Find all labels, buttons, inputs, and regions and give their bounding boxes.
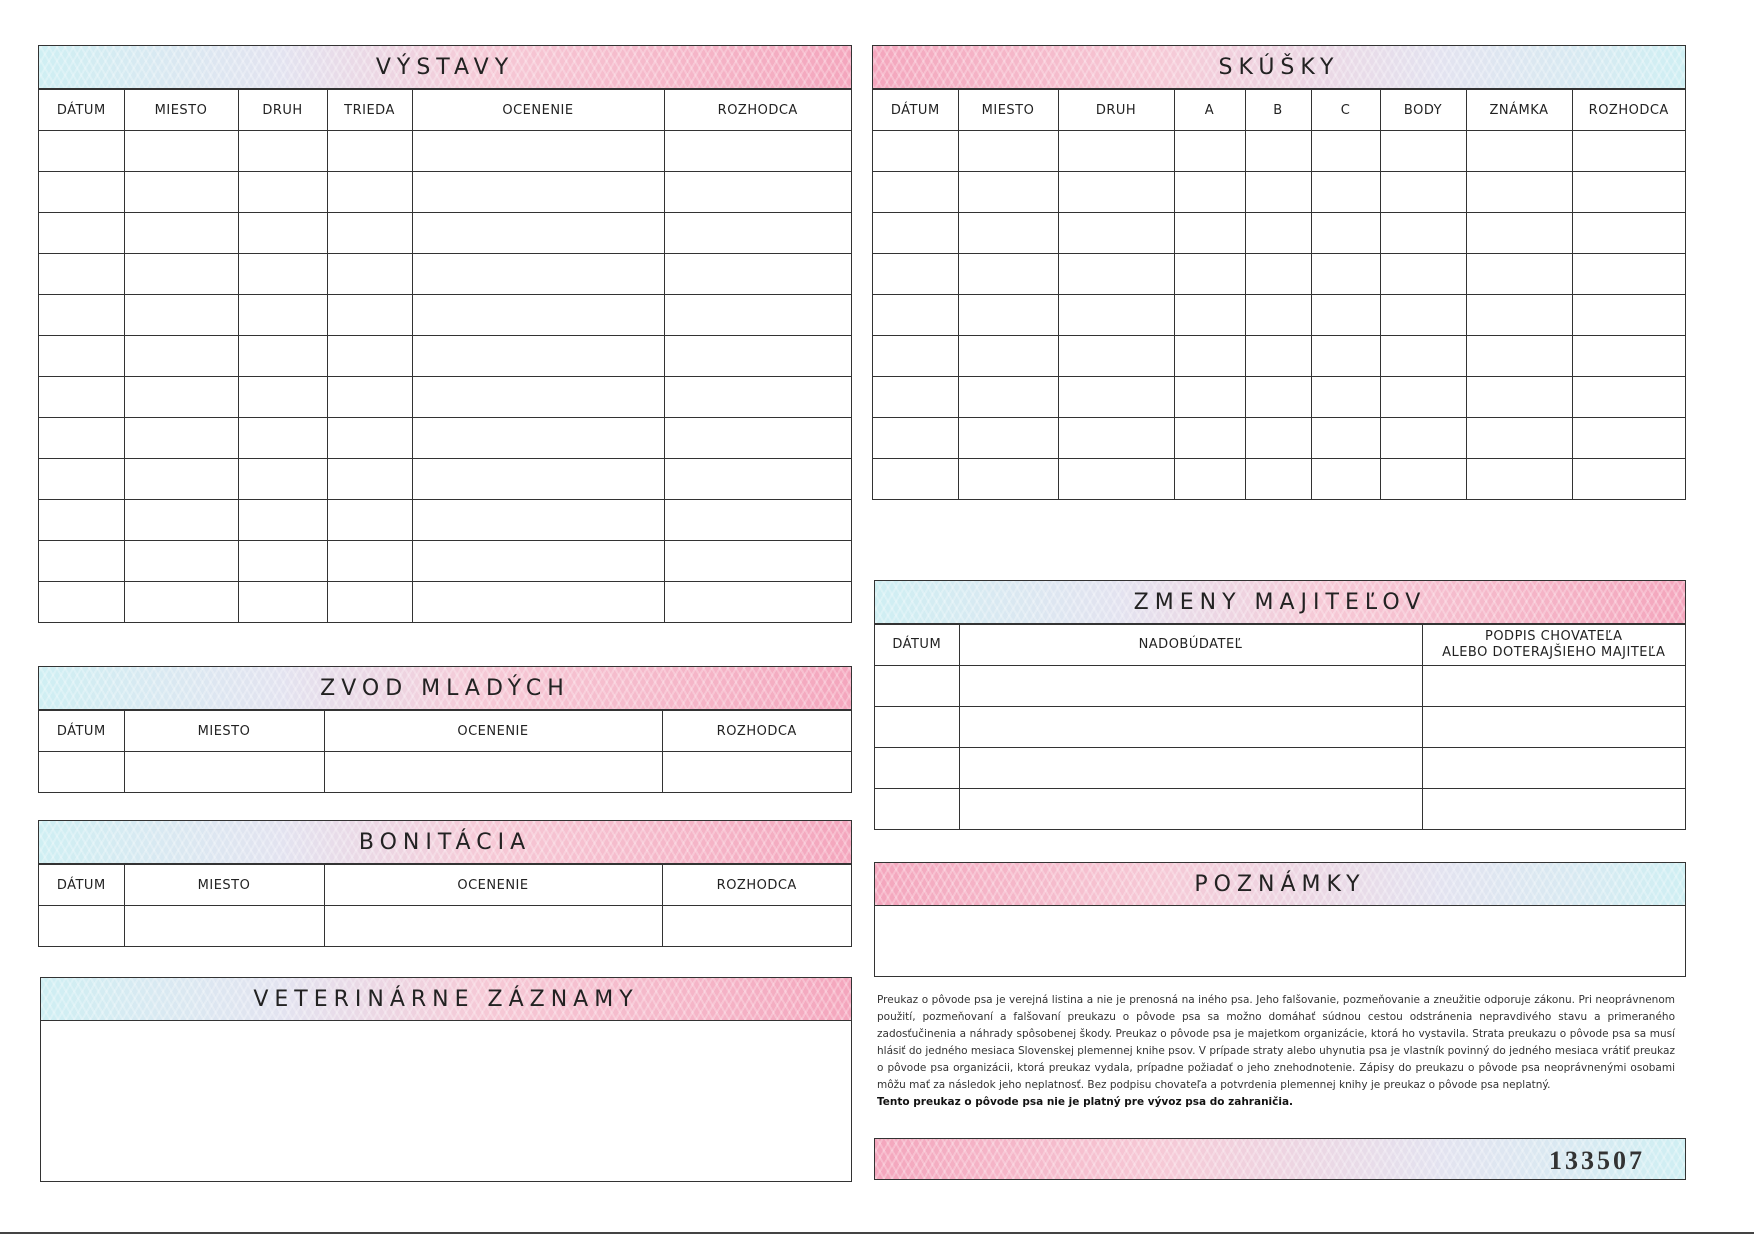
table-row [39,418,851,459]
veterinarne-header [41,978,851,1021]
bonitacia-table [39,864,851,946]
col-ocenenie: OCENENIE [324,711,662,752]
poznamky-title: POZNÁMKY [1194,871,1366,897]
col-rozhodca: ROZHODCA [1572,90,1685,131]
col-trieda: TRIEDA [327,90,412,131]
col-rozhodca: ROZHODCA [662,711,851,752]
col-miesto: MIESTO [124,711,324,752]
table-row [39,541,851,582]
col-ocenenie: OCENENIE [324,865,662,906]
poznamky-header [875,863,1685,906]
col-ocenenie: OCENENIE [412,90,664,131]
col-c: C [1311,90,1380,131]
zvod-title: ZVOD MLADÝCH [320,675,570,701]
zvod-header [39,667,851,710]
col-datum: DÁTUM [875,625,959,666]
col-druh: DRUH [1058,90,1174,131]
col-podpis-line1: PODPIS CHOVATEĽA [1484,629,1623,644]
table-row [39,336,851,377]
table-row [39,295,851,336]
legal-notice [877,992,1675,1111]
table-row [39,131,851,172]
zvod-section [38,666,852,793]
table-row [873,295,1685,336]
table-row [39,377,851,418]
col-druh: DRUH [238,90,327,131]
table-row [39,582,851,623]
bonitacia-header [39,821,851,864]
skusky-table [873,89,1685,499]
col-b: B [1245,90,1311,131]
table-row [873,172,1685,213]
col-miesto: MIESTO [124,90,238,131]
zvod-table [39,710,851,792]
poznamky-body[interactable] [875,906,1685,976]
bottom-edge-line [0,1232,1754,1234]
col-nadobudatel: NADOBÚDATEĽ [959,625,1422,666]
bonitacia-title: BONITÁCIA [358,829,532,855]
zmeny-section [874,580,1686,830]
table-row [39,172,851,213]
skusky-title: SKÚŠKY [1218,54,1340,80]
veterinarne-title: VETERINÁRNE ZÁZNAMY [253,986,639,1012]
col-podpis [1422,625,1685,666]
table-row [873,213,1685,254]
table-row [39,213,851,254]
table-row [873,459,1685,500]
serial-strip [874,1138,1686,1180]
table-row [875,666,1685,707]
col-a: A [1174,90,1245,131]
veterinarne-section [40,977,852,1182]
vystavy-section [38,45,852,623]
col-miesto: MIESTO [958,90,1058,131]
col-datum: DÁTUM [39,90,124,131]
table-row [873,377,1685,418]
col-datum: DÁTUM [873,90,958,131]
table-row [873,418,1685,459]
col-podpis-line2: ALEBO DOTERAJŠIEHO MAJITEĽA [1442,645,1666,660]
table-row [873,254,1685,295]
bonitacia-section [38,820,852,947]
col-rozhodca: ROZHODCA [664,90,851,131]
vystavy-header [39,46,851,89]
table-row [873,131,1685,172]
zmeny-table [875,624,1685,829]
col-body: BODY [1380,90,1466,131]
table-row [39,500,851,541]
skusky-section [872,45,1686,500]
col-datum: DÁTUM [39,865,124,906]
poznamky-section [874,862,1686,977]
col-rozhodca: ROZHODCA [662,865,851,906]
col-datum: DÁTUM [39,711,124,752]
zmeny-title: ZMENY MAJITEĽOV [1133,589,1427,615]
legal-text: Preukaz o pôvode psa je verejná listina a nie je prenosná na iného psa. Jeho falšovanie, pozmeňovanie a zneužitie odporuje zákonu. Pri neoprávnenom použití, pozmeňovaní a falšovaní preukazu o pôvode psa sa možno domáhať súdnou cestou odstránenia nepravdivého stavu a primeraného zadosťučinenia a náhrady spôsobenej škody. Preukaz o pôvode psa je majetkom organizácie, ktorá ho vystavila. Strata preukazu o pôvode psa sa musí hlásiť do jedného mesiaca Slovenskej plemennej knihe psov. V prípade straty alebo uhynutia psa je vlastník povinný do jedného mesiaca vrátiť preukaz o pôvode psa organizácii, ktorá preukaz vydala, prípadne požiadať o jeho znehodnotenie. Zápisy do preukazu o pôvode psa neoprávnenými osobami môžu mať za následok jeho neplatnosť. Bez podpisu chovateľa a potvrdenia plemennej knihy je preukaz o pôvode psa neplatný. [877,994,1675,1091]
table-row [39,752,851,793]
table-row [39,254,851,295]
table-row [875,748,1685,789]
table-row [39,459,851,500]
table-row [875,707,1685,748]
table-row [873,336,1685,377]
veterinarne-body[interactable] [41,1021,851,1181]
col-znamka: ZNÁMKA [1466,90,1572,131]
skusky-header [873,46,1685,89]
legal-bold: Tento preukaz o pôvode psa nie je platný pre vývoz psa do zahraničia. [877,1096,1294,1108]
table-row [39,906,851,947]
serial-number: 133507 [1549,1146,1645,1175]
col-miesto: MIESTO [124,865,324,906]
zmeny-header [875,581,1685,624]
vystavy-table [39,89,851,622]
table-row [875,789,1685,830]
vystavy-title: VÝSTAVY [375,54,515,80]
